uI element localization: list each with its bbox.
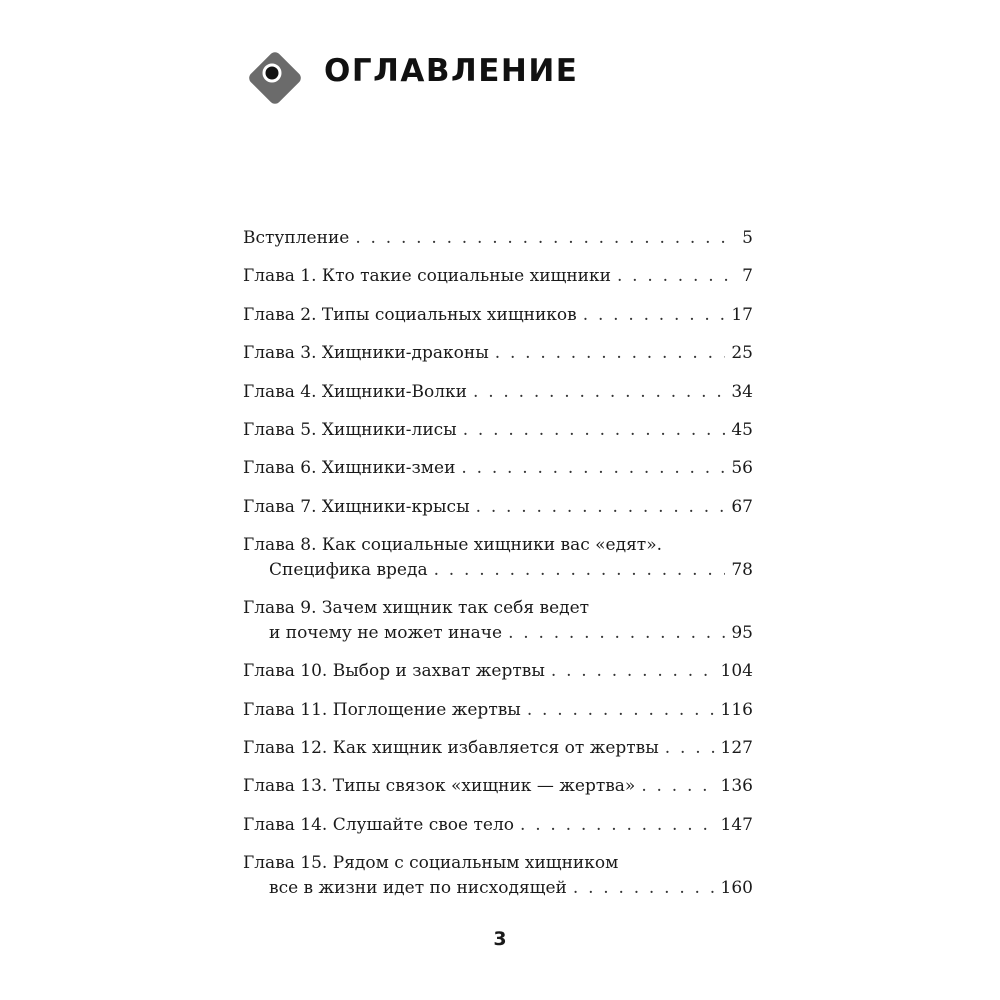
dot-leader (355, 226, 736, 251)
toc-entry-title: Глава 10. Выбор и захват жертвы (243, 661, 545, 682)
toc-page-number: 147 (720, 814, 753, 835)
toc-page-number: 136 (720, 776, 753, 797)
toc-entry-title: и почему не может иначе (269, 623, 503, 644)
toc-entry[interactable] (243, 226, 753, 251)
toc-entry-title: Глава 15. Рядом с социальным хищником (243, 853, 619, 874)
dot-leader (641, 774, 714, 799)
toc-entry-title: Глава 6. Хищники-змеи (243, 458, 456, 479)
toc-entry[interactable] (243, 456, 753, 481)
toc-entry[interactable] (243, 698, 753, 723)
toc-page-number: 25 (731, 343, 753, 364)
toc-entry[interactable] (243, 813, 753, 838)
dot-leader (495, 341, 726, 366)
toc-entry[interactable] (243, 533, 753, 583)
toc-entry-title: Специфика вреда (269, 560, 428, 581)
dot-leader (520, 813, 715, 838)
toc-entry[interactable] (243, 774, 753, 799)
toc-page-number: 34 (731, 381, 753, 402)
toc-page-number: 7 (742, 266, 753, 287)
page-title: ОГЛАВЛЕНИЕ (324, 53, 579, 89)
dot-leader (461, 456, 725, 481)
dot-leader (434, 558, 726, 583)
toc-entry[interactable] (243, 495, 753, 520)
dot-leader (476, 495, 726, 520)
toc-entry-title: Глава 14. Слушайте свое тело (243, 814, 514, 835)
toc-entry-title: Глава 3. Хищники-драконы (243, 343, 489, 364)
toc-entry[interactable] (243, 596, 753, 646)
dot-leader (573, 876, 715, 901)
dot-leader (551, 659, 715, 684)
toc-entry-title: Вступление (243, 228, 350, 248)
toc-page-number: 67 (731, 496, 753, 517)
toc-page-number: 127 (720, 738, 753, 758)
dot-leader (463, 418, 726, 443)
toc-entry-title: Глава 8. Как социальные хищники вас «едят». (243, 535, 663, 556)
toc-page-number: 104 (720, 661, 753, 682)
toc-page-number: 17 (731, 304, 753, 325)
toc-page-number: 95 (731, 623, 753, 644)
toc-entry[interactable] (243, 264, 753, 289)
toc-page-number: 56 (731, 458, 753, 479)
toc-entry-title: Глава 1. Кто такие социальные хищники (243, 266, 611, 287)
toc-page-number: 160 (720, 878, 753, 899)
toc-entry-title: Глава 11. Поглощение жертвы (243, 699, 521, 720)
toc-entry[interactable] (243, 851, 753, 901)
toc-entry-title: все в жизни идет по нисходящей (269, 878, 567, 899)
toc-entry[interactable] (243, 380, 753, 405)
toc-page-number: 45 (731, 420, 753, 440)
page-number: 3 (493, 928, 507, 950)
dot-leader (617, 264, 736, 289)
toc-page-number: 116 (720, 699, 753, 720)
toc-entry[interactable] (243, 418, 753, 443)
toc-entry-title: Глава 9. Зачем хищник так себя ведет (243, 598, 590, 619)
dot-leader (583, 303, 726, 328)
dot-leader (527, 698, 715, 723)
toc-entry[interactable] (243, 659, 753, 684)
dot-leader (665, 736, 715, 761)
toc-entry-title: Глава 5. Хищники-лисы (243, 420, 457, 440)
diamond-badge-icon (245, 48, 305, 108)
toc-entry-title: Глава 7. Хищники-крысы (243, 496, 470, 517)
toc-entry-title: Глава 13. Типы связок «хищник — жертва» (243, 776, 636, 797)
toc-page-number: 5 (742, 228, 753, 248)
toc-entry-title: Глава 12. Как хищник избавляется от жертвы (243, 738, 659, 758)
toc-entry[interactable] (243, 303, 753, 328)
toc-entry[interactable] (243, 341, 753, 366)
dot-leader (508, 621, 725, 646)
toc-page-number: 78 (731, 560, 753, 581)
toc-entry-title: Глава 2. Типы социальных хищников (243, 304, 577, 325)
toc-entry[interactable] (243, 736, 753, 761)
toc-entry-title: Глава 4. Хищники-Волки (243, 381, 468, 402)
dot-leader (473, 380, 725, 405)
